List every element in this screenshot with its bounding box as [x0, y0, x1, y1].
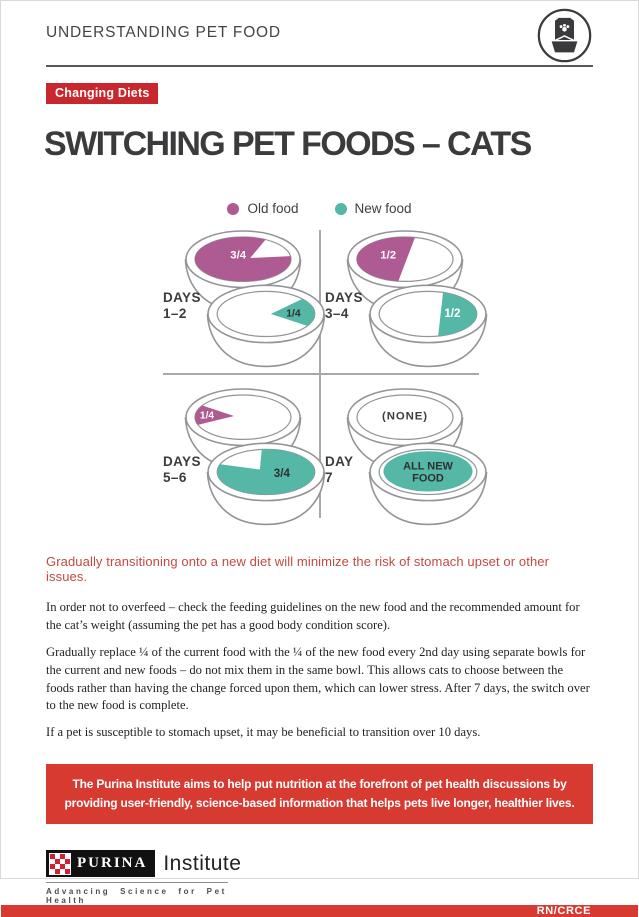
- purina-institute-logo: [46, 850, 242, 906]
- bowl-bottom-days-3-4: [367, 282, 489, 374]
- transition-diagram: [161, 224, 481, 526]
- old-food-dot-icon: [227, 203, 239, 215]
- day-label-line2: 3–4: [325, 305, 349, 321]
- footer-code: RN/CRCE: [536, 905, 591, 917]
- institute-label: Institute: [163, 851, 242, 875]
- legend: [1, 201, 638, 216]
- day-label-days-1-2: [163, 290, 201, 321]
- brand-name: PURINA: [77, 855, 148, 872]
- intro-highlight-text: Gradually transitioning onto a new diet will minimize the risk of stomach upset or other issues.: [46, 554, 550, 584]
- new-food-dot-icon: [335, 203, 347, 215]
- purina-wordmark: [46, 850, 155, 877]
- page-header: [46, 7, 593, 64]
- checkerboard-icon: [49, 853, 71, 875]
- bowl-bottom-days-5-6: [205, 440, 327, 532]
- paragraph-1: In order not to overfeed – check the feeding guidelines on the new food and the recommended amount for the cat’s weight (assuming the pet has a good body condition score).: [46, 600, 580, 632]
- section-badge: Changing Diets: [46, 83, 158, 104]
- day-label-day-7: [325, 454, 353, 485]
- svg-text:ALL NEWFOOD: ALL NEW FOOD: [403, 460, 453, 485]
- svg-text:1/2: 1/2: [380, 249, 397, 262]
- header-divider: [46, 65, 593, 67]
- day-label-line2: 7: [325, 469, 333, 485]
- day-label-line1: DAY: [325, 454, 354, 469]
- body-copy: [46, 599, 593, 751]
- svg-text:1/2: 1/2: [444, 308, 461, 321]
- svg-text:3/4: 3/4: [230, 249, 247, 262]
- bowl-bottom-days-1-2: [205, 282, 327, 374]
- quadrant-days-1-2: [161, 224, 319, 372]
- day-label-line1: DAYS: [163, 290, 201, 305]
- footer-bar: [1, 905, 638, 917]
- svg-text:(NONE): (NONE): [382, 410, 428, 423]
- svg-text:1/4: 1/4: [286, 308, 301, 320]
- legend-label-new: New food: [354, 201, 412, 216]
- day-label-line2: 5–6: [163, 469, 187, 485]
- day-label-days-5-6: [163, 454, 201, 485]
- paragraph-2: Gradually replace ¼ of the current food with the ¼ of the new food every 2nd day using separate bowls for the current and new foods – do not mix them in the same bowl. This allows cats to choose between the foods rather than having the change forced upon them, which can lower stress. After 7 days, the switch over to the new food is complete.: [46, 644, 590, 713]
- logo-divider: [46, 882, 228, 883]
- svg-text:3/4: 3/4: [273, 467, 290, 480]
- quadrant-day-7: [323, 378, 481, 526]
- bowl-bottom-day-7: [367, 440, 489, 532]
- day-label-line1: DAYS: [325, 290, 363, 305]
- legend-item-new-food: [335, 201, 412, 216]
- legend-item-old-food: [227, 201, 298, 216]
- day-label-line1: DAYS: [163, 454, 201, 469]
- pet-food-bag-and-bowl-icon: [536, 7, 593, 64]
- day-label-line2: 1–2: [163, 305, 187, 321]
- svg-text:1/4: 1/4: [199, 410, 215, 422]
- legend-label-old: Old food: [247, 201, 299, 216]
- logo-tagline: Advancing Science for Pet Health: [46, 887, 227, 906]
- paragraph-3: If a pet is susceptible to stomach upset, it may be beneficial to transition over 10 days.: [46, 725, 481, 740]
- day-label-days-3-4: [325, 290, 363, 321]
- quadrant-days-3-4: [323, 224, 481, 372]
- page-title: SWITCHING PET FOODS – CATS: [44, 125, 531, 163]
- purina-mission-callout: The Purina Institute aims to help put nutrition at the forefront of pet health discussions by providing user-friendly, science-based information that helps pets live longer, healthier lives.: [46, 764, 593, 824]
- quadrant-days-5-6: [161, 378, 319, 526]
- header-title: UNDERSTANDING PET FOOD: [46, 24, 281, 41]
